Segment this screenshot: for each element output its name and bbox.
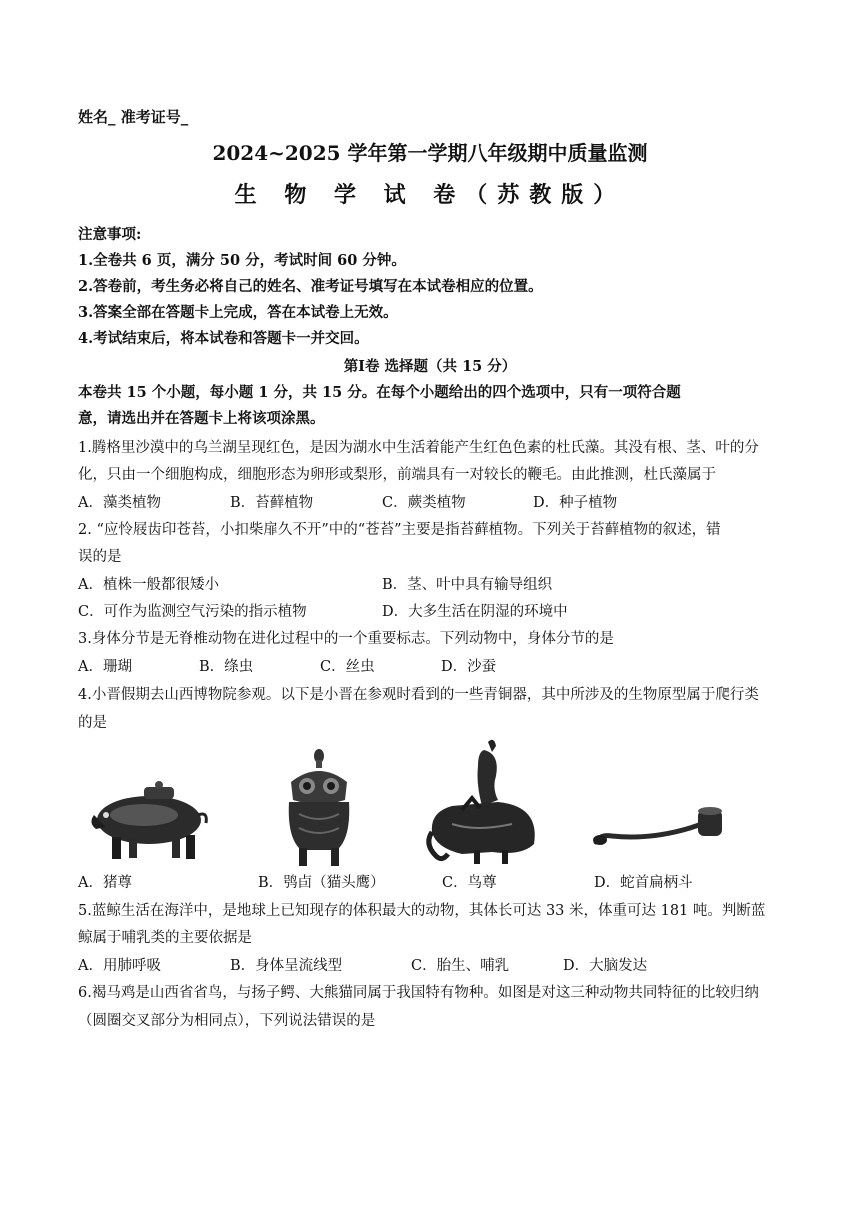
question-1-text: 化，只由一个细胞构成，细胞形态为卵形或梨形，前端具有一对较长的鞭毛。由此推测，杜氏藻属于	[78, 467, 716, 483]
question-3-text: 3.身体分节是无脊椎动物在进化过程中的一个重要标志。下列动物中，身体分节的是	[78, 631, 614, 647]
question-2-text: 2. “应怜屐齿印苍苔，小扣柴扉久不开”中的“苍苔”主要是指苔藓植物。下列关于苔藓植物的叙述，错	[78, 522, 721, 538]
q3-option-c: C．丝虫	[320, 659, 375, 675]
notes-heading: 注意事项:	[78, 226, 142, 243]
q4-option-d: D．蛇首扁柄斗	[594, 875, 693, 891]
q1-option-a: A．藻类植物	[78, 495, 161, 511]
q1-option-d: D．种子植物	[533, 495, 618, 511]
question-1-text: 1.腾格里沙漠中的乌兰湖呈现红色，是因为湖水中生活着能产生红色色素的杜氏藻。其没有根、茎、叶的分	[78, 440, 759, 456]
exam-title: 2024~2025 学年第一学期八年级期中质量监测	[212, 141, 648, 165]
section-title: 第Ⅰ卷 选择题（共 15 分）	[343, 358, 517, 375]
q4-option-a: A．猪尊	[78, 875, 132, 891]
section-instruction: 本卷共 15 个小题，每小题 1 分，共 15 分。在每个小题给出的四个选项中，只有一项符合题	[78, 384, 681, 401]
question-5-text: 鲸属于哺乳类的主要依据是	[78, 930, 252, 946]
q5-option-b: B．身体呈流线型	[230, 958, 343, 974]
question-5-text: 5.蓝鲸生活在海洋中，是地球上已知现存的体积最大的动物，其体长可达 33 米，体重可达 181 吨。判断蓝	[78, 903, 766, 919]
question-2-text: 误的是	[78, 549, 122, 565]
q3-option-a: A．珊瑚	[78, 659, 132, 675]
q4-option-b: B．鸮卣（猫头鹰）	[258, 875, 385, 891]
q3-option-b: B．绦虫	[199, 659, 254, 675]
q2-option-c: C．可作为监测空气污染的指示植物	[78, 604, 307, 620]
note-item: 4.考试结束后，将本试卷和答题卡一并交回。	[78, 330, 369, 347]
question-4-text: 4.小晋假期去山西博物院参观。以下是小晋在参观时看到的一些青铜器，其中所涉及的生物原型属于爬行类	[78, 687, 759, 703]
q5-option-c: C．胎生、哺乳	[411, 958, 510, 974]
question-4-text: 的是	[78, 715, 107, 731]
q4-option-c: C．鸟尊	[442, 875, 497, 891]
snake-ladle-icon	[590, 800, 730, 860]
q2-option-b: B．茎、叶中具有输导组织	[382, 577, 553, 593]
q1-option-c: C．蕨类植物	[382, 495, 466, 511]
q5-option-a: A．用肺呼吸	[78, 958, 161, 974]
q2-option-a: A．植株一般都很矮小	[78, 577, 219, 593]
candidate-info: 姓名_ 准考证号_	[78, 108, 189, 126]
q5-option-d: D．大脑发达	[563, 958, 648, 974]
owl-vessel-icon	[283, 748, 355, 870]
q3-option-d: D．沙蚕	[441, 659, 497, 675]
q2-option-d: D．大多生活在阴湿的环境中	[382, 604, 568, 620]
note-item: 2.答卷前，考生务必将自己的姓名、准考证号填写在本试卷相应的位置。	[78, 278, 543, 295]
question-6-text: 6.褐马鸡是山西省省鸟，与扬子鳄、大熊猫同属于我国特有物种。如图是对这三种动物共同特征的比较归纳	[78, 985, 759, 1001]
q1-option-b: B．苔藓植物	[230, 495, 314, 511]
question-6-text: （圆圈交叉部分为相同点），下列说法错误的是	[78, 1013, 376, 1029]
pig-vessel-icon	[84, 775, 214, 865]
note-item: 3.答案全部在答题卡上完成，答在本试卷上无效。	[78, 304, 398, 321]
note-item: 1.全卷共 6 页，满分 50 分，考试时间 60 分钟。	[78, 252, 406, 269]
exam-subtitle: 生 物 学 试 卷（苏教版）	[234, 182, 626, 208]
bird-vessel-icon	[422, 736, 544, 868]
section-instruction: 意，请选出并在答题卡上将该项涂黑。	[78, 410, 325, 427]
